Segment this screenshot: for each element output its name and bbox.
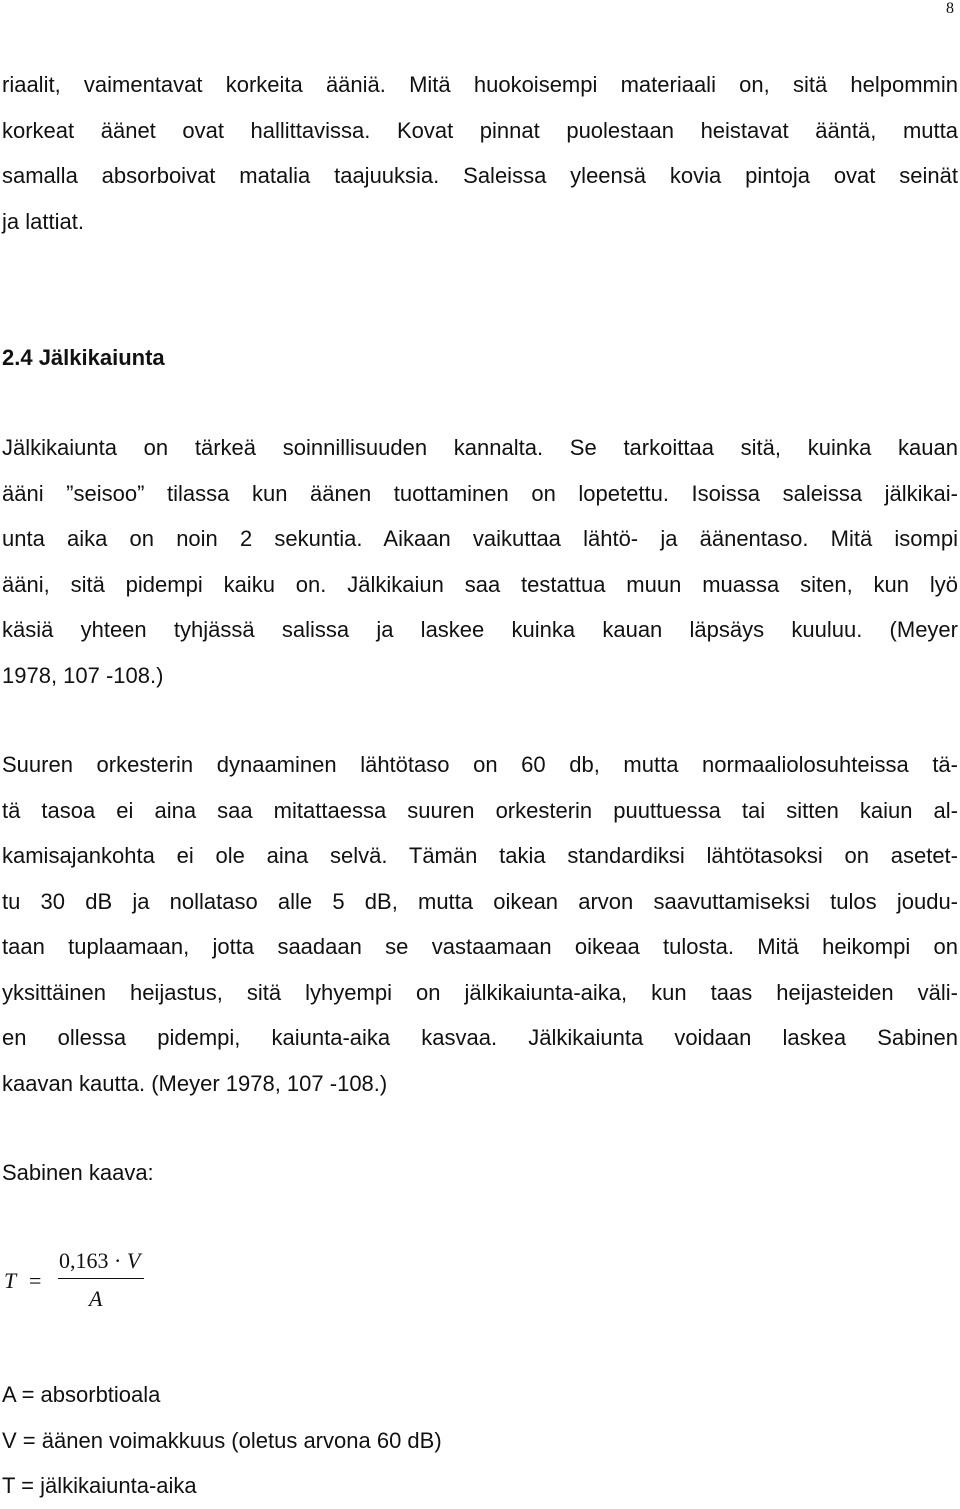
paragraph-dynamic-level — [2, 742, 958, 1106]
text-line: Suuren orkesterin dynaaminen lähtötaso on 60 db, mutta normaaliolosuhteissa tä- — [2, 752, 958, 777]
text-line: kaavan kautta. (Meyer 1978, 107 -108.) — [2, 1070, 388, 1096]
formula-lhs: T — [4, 1268, 17, 1293]
paragraph-reverberation-intro — [2, 425, 958, 698]
formula-label-block — [2, 1150, 958, 1196]
definition-item: V = äänen voimakkuus (oletus arvona 60 dB) — [2, 1427, 442, 1453]
text-line: riaalit, vaimentavat korkeita ääniä. Mitä huokoisempi materiaali on, sitä helpommin — [2, 72, 958, 97]
text-line: en ollessa pidempi, kaiunta-aika kasvaa. Jälkikaiunta voidaan laskea Sabinen — [2, 1025, 958, 1050]
section-heading: 2.4 Jälkikaiunta — [2, 345, 165, 370]
text-line: käsiä yhteen tyhjässä salissa ja laskee kuinka kauan läpsäys kuuluu. (Meyer — [2, 617, 958, 642]
text-line: 1978, 107 -108.) — [2, 662, 164, 688]
text-line: ääni ”seisoo” tilassa kun äänen tuottaminen on lopetettu. Isoissa saleissa jälkikai- — [2, 480, 958, 506]
text-line: Jälkikaiunta on tärkeä soinnillisuuden kannalta. Se tarkoittaa sitä, kuinka kauan — [2, 435, 958, 460]
text-line: ja lattiat. — [2, 208, 84, 234]
text-line: samalla absorboivat matalia taajuuksia. Saleissa yleensä kovia pintoja ovat seinät — [2, 163, 958, 188]
text-line: unta aika on noin 2 sekuntia. Aikaan vaikuttaa lähtö- ja äänentaso. Mitä isompi — [2, 526, 958, 551]
formula-label: Sabinen kaava: — [2, 1160, 154, 1185]
text-line: kamisajankohta ei ole aina selvä. Tämän takia standardiksi lähtötasoksi on asetet- — [2, 843, 958, 868]
definition-item: T = jälkikaiunta-aika — [2, 1473, 197, 1498]
formula-equals: = — [29, 1268, 42, 1293]
formula-multiply-dot: · — [114, 1248, 122, 1273]
formula-denominator: A — [89, 1286, 103, 1311]
page-number: 8 — [946, 0, 954, 17]
intro-paragraph — [2, 62, 958, 244]
text-line: ääni, sitä pidempi kaiku on. Jälkikaiun saa testattua muun muassa siten, kun lyö — [2, 571, 958, 597]
text-line: yksittäinen heijastus, sitä lyhyempi on jälkikaiunta-aika, kun taas heijasteiden väli- — [2, 979, 958, 1005]
formula-volume-var: V — [126, 1248, 141, 1273]
text-line: tä tasoa ei aina saa mitattaessa suuren orkesterin puuttuessa tai sitten kaiun al- — [2, 797, 958, 823]
text-line: korkeat äänet ovat hallittavissa. Kovat pinnat puolestaan heistavat ääntä, mutta — [2, 117, 958, 143]
definition-item: A = absorbtioala — [2, 1382, 161, 1407]
formula-constant: 0,163 — [59, 1248, 109, 1273]
text-line: tu 30 dB ja nollataso alle 5 dB, mutta oikean arvon saavuttamiseksi tulos joudu- — [2, 888, 958, 914]
formula-definitions — [2, 1372, 442, 1509]
text-line: taan tuplaamaan, jotta saadaan se vastaamaan oikeaa tulosta. Mitä heikompi on — [2, 934, 958, 959]
formula-numerator — [59, 1248, 140, 1274]
sabine-formula — [4, 1244, 204, 1324]
fraction-bar — [58, 1278, 144, 1279]
